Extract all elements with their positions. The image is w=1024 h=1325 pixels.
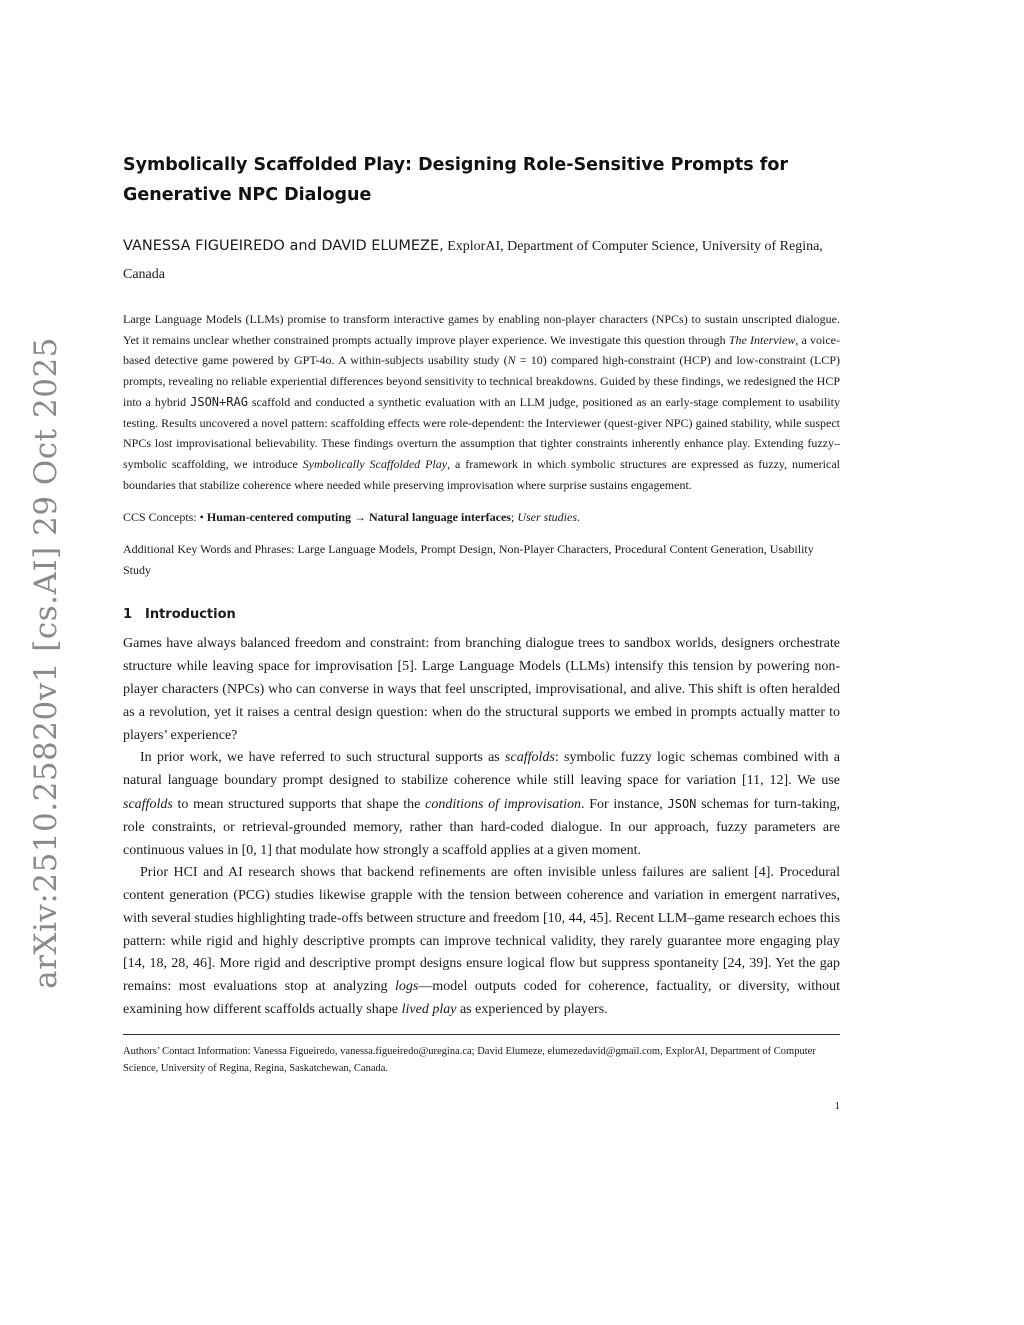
ccs-concept: Human-centered computing → Natural language interfaces bbox=[206, 510, 511, 525]
sample-size-variable: N bbox=[507, 353, 516, 368]
ccs-concepts bbox=[123, 507, 840, 527]
emphasis: logs bbox=[395, 979, 419, 995]
paragraph-text: schemas for turn-taking, role constraints, or retrieval-grounded memory, rather than hard-coded dialogue. In our approach, fuzzy parameters are continuous values in [0, 1] that modulate how strongly a scaffold applies at a given moment. bbox=[123, 796, 841, 858]
arxiv-identifier: arXiv:2510.25820v1 [cs.AI] 29 Oct 2025 bbox=[28, 337, 64, 989]
paper-title: Symbolically Scaffolded Play: Designing Role-Sensitive Prompts for Generative NPC Dialogue bbox=[123, 155, 789, 205]
page-number: 1 bbox=[834, 1100, 840, 1112]
page-content bbox=[123, 150, 840, 1077]
game-title: The Interview bbox=[728, 332, 796, 347]
json-rag-term: JSON+RAG bbox=[190, 394, 248, 409]
json-term: JSON bbox=[667, 796, 697, 811]
ccs-label: CCS Concepts: • bbox=[123, 510, 207, 525]
intro-paragraph-2 bbox=[123, 747, 840, 862]
arxiv-identifier-margin bbox=[26, 337, 66, 989]
abstract-text: ) compared high-constraint (HCP) and low-constraint (LCP) prompts, revealing no reliable experiential differences beyond sensitivity to technical breakdowns. Guided by these findings, we redesigned the HCP into a hybrid bbox=[123, 353, 840, 409]
emphasis: scaffolds bbox=[505, 750, 555, 766]
keywords: Additional Key Words and Phrases: Large Language Models, Prompt Design, Non-Player Characters, Procedural Content Generation, Usability Study bbox=[123, 542, 814, 578]
abstract-text: scaffold and conducted a synthetic evaluation with an LLM judge, positioned as an early-stage complement to usability testing. Results uncovered a novel pattern: scaffolding effects were role-dependent: the Interviewer (quest-giver NPC) gained stability, while suspect NPCs lost improvisational believability. These findings overturn the assumption that tighter constraints inherently enhance play. Extending fuzzy–symbolic scaffolding, we introduce bbox=[123, 394, 841, 471]
paragraph-text: —model outputs coded for coherence, factuality, or diversity, without examining how different scaffolds actually shape bbox=[123, 979, 840, 1018]
emphasis: conditions of improvisation bbox=[425, 796, 582, 812]
abstract-text: Large Language Models (LLMs) promise to transform interactive games by enabling non-player characters (NPCs) to sustain unscripted dialogue. Yet it remains unclear whether constrained prompts actually improve player experience. We investigate this question through bbox=[123, 312, 840, 347]
paragraph-text: In prior work, we have referred to such structural supports as bbox=[140, 750, 506, 766]
section-number: 1 bbox=[123, 607, 133, 623]
section-heading bbox=[123, 605, 840, 625]
paragraph-text: to mean structured supports that shape the bbox=[172, 796, 426, 812]
section-title: Introduction bbox=[145, 607, 236, 623]
intro-paragraph-3 bbox=[123, 862, 840, 1022]
author-block bbox=[123, 232, 840, 289]
ccs-separator: ; bbox=[510, 510, 518, 525]
framework-name: Symbolically Scaffolded Play bbox=[302, 456, 448, 471]
emphasis: lived play bbox=[401, 1002, 457, 1018]
intro-paragraph-1: Games have always balanced freedom and constraint: from branching dialogue trees to sandbox worlds, designers orchestrate structure while leaving space for improvisation [5]. Large Language Models (LLMs) intensify this tension by powering non-player characters (NPCs) who can converse in ways that feel unscripted, improvisational, and alive. This shift is often heralded as a revolution, yet it raises a central design question: when do the structural supports we embed in prompts actually matter to players’ experience? bbox=[123, 636, 840, 743]
author-names: VANESSA FIGUEIREDO and DAVID ELUMEZE, bbox=[123, 238, 444, 254]
sample-size-value: = 10 bbox=[515, 353, 543, 368]
abstract-text: , a framework in which symbolic structures are expressed as fuzzy, numerical boundaries that stabilize coherence where needed while preserving improvisation where surprise sustains engagement. bbox=[123, 456, 840, 492]
ccs-end: . bbox=[577, 510, 580, 525]
paragraph-text: : symbolic fuzzy logic schemas combined with a natural language boundary prompt designed to stabilize coherence while still leaving space for variation [11, 12]. We use bbox=[123, 750, 840, 789]
paragraph-text: as experienced by players. bbox=[456, 1002, 608, 1018]
paragraph-text: . For instance, bbox=[581, 796, 668, 812]
ccs-subconcept: User studies bbox=[517, 510, 577, 525]
footnote-divider bbox=[123, 1034, 840, 1035]
author-contact-footnote: Authors’ Contact Information: Vanessa Figueiredo, vanessa.figueiredo@uregina.ca; David Elumeze, elumezedavid@gmail.com, ExplorAI, Department of Computer Science, University of Regina, Regina, Saskatchewan, Canada. bbox=[123, 1045, 816, 1074]
abstract bbox=[123, 309, 840, 495]
emphasis: scaffolds bbox=[123, 796, 173, 812]
author-affiliation: ExplorAI, Department of Computer Science, University of Regina, Canada bbox=[123, 239, 823, 282]
abstract-text: , a voice-based detective game powered by GPT-4o. A within-subjects usability study ( bbox=[123, 332, 840, 368]
paragraph-text: Prior HCI and AI research shows that backend refinements are often invisible unless failures are salient [4]. Procedural content generation (PCG) studies likewise grapple with the tension between coherence and variation in emergent narratives, with several studies highlighting trade-offs between structure and freedom [10, 44, 45]. Recent LLM–game research echoes this pattern: while rigid and highly descriptive prompts can improve technical validity, they rarely guarantee more engaging play [14, 18, 28, 46]. More rigid and descriptive prompt designs ensure logical flow but suppress spontaneity [24, 39]. Yet the gap remains: most evaluations stop at analyzing bbox=[123, 865, 841, 995]
